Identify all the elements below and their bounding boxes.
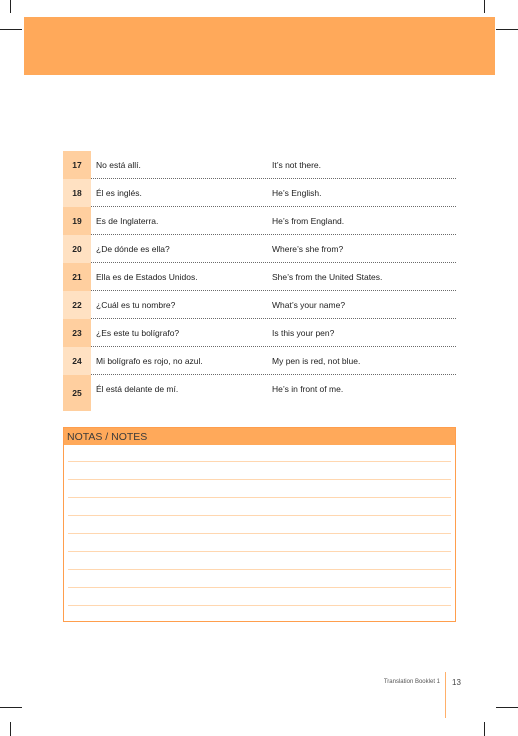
vocab-table [63, 151, 456, 403]
spanish-phrase: Es de Inglaterra. [96, 216, 159, 226]
row-number: 24 [63, 347, 91, 375]
english-phrase: What’s your name? [272, 300, 346, 310]
spanish-phrase: Ella es de Estados Unidos. [96, 272, 198, 282]
note-line [68, 605, 451, 606]
table-row [63, 347, 456, 375]
row-number: 17 [63, 151, 91, 179]
booklet-title: Translation Booklet 1 [383, 679, 440, 685]
note-line [68, 569, 451, 570]
table-row [63, 319, 456, 347]
crop-mark [10, 722, 11, 736]
table-row [63, 235, 456, 263]
english-phrase: Where’s she from? [272, 244, 344, 254]
note-line [68, 515, 451, 516]
notes-title: NOTAS / NOTES [64, 428, 455, 445]
note-line [68, 479, 451, 480]
row-number: 18 [63, 179, 91, 207]
row-number: 21 [63, 263, 91, 291]
crop-mark [0, 29, 22, 30]
row-number: 19 [63, 207, 91, 235]
spanish-phrase: ¿De dónde es ella? [96, 244, 170, 254]
spanish-phrase: Mi bolígrafo es rojo, no azul. [96, 356, 203, 366]
row-number: 23 [63, 319, 91, 347]
table-row [63, 263, 456, 291]
spanish-phrase: Él está delante de mí. [96, 384, 179, 394]
english-phrase: He’s English. [272, 188, 322, 198]
footer-divider [445, 672, 446, 718]
crop-mark [484, 0, 485, 13]
row-number: 20 [63, 235, 91, 263]
english-phrase: She’s from the United States. [272, 272, 383, 282]
spanish-phrase: ¿Es este tu bolígrafo? [96, 328, 180, 338]
header-band [24, 17, 495, 75]
spanish-phrase: Él es inglés. [96, 188, 142, 198]
table-row [63, 179, 456, 207]
table-row [63, 151, 456, 179]
table-row [63, 291, 456, 319]
note-line [68, 461, 451, 462]
page-number: 13 [452, 678, 461, 687]
crop-mark [0, 707, 22, 708]
row-number: 22 [63, 291, 91, 319]
notes-box [63, 427, 456, 622]
note-line [68, 587, 451, 588]
crop-mark [496, 707, 518, 708]
english-phrase: Is this your pen? [272, 328, 335, 338]
english-phrase: My pen is red, not blue. [272, 356, 361, 366]
table-row [63, 375, 456, 403]
crop-mark [10, 0, 11, 13]
note-line [68, 551, 451, 552]
english-phrase: He’s in front of me. [272, 384, 344, 394]
english-phrase: It’s not there. [272, 160, 321, 170]
spanish-phrase: ¿Cuál es tu nombre? [96, 300, 176, 310]
row-number: 25 [63, 375, 91, 411]
note-line [68, 497, 451, 498]
note-line [68, 533, 451, 534]
table-row [63, 207, 456, 235]
crop-mark [484, 722, 485, 736]
crop-mark [496, 29, 518, 30]
spanish-phrase: No está allí. [96, 160, 141, 170]
english-phrase: He’s from England. [272, 216, 345, 226]
